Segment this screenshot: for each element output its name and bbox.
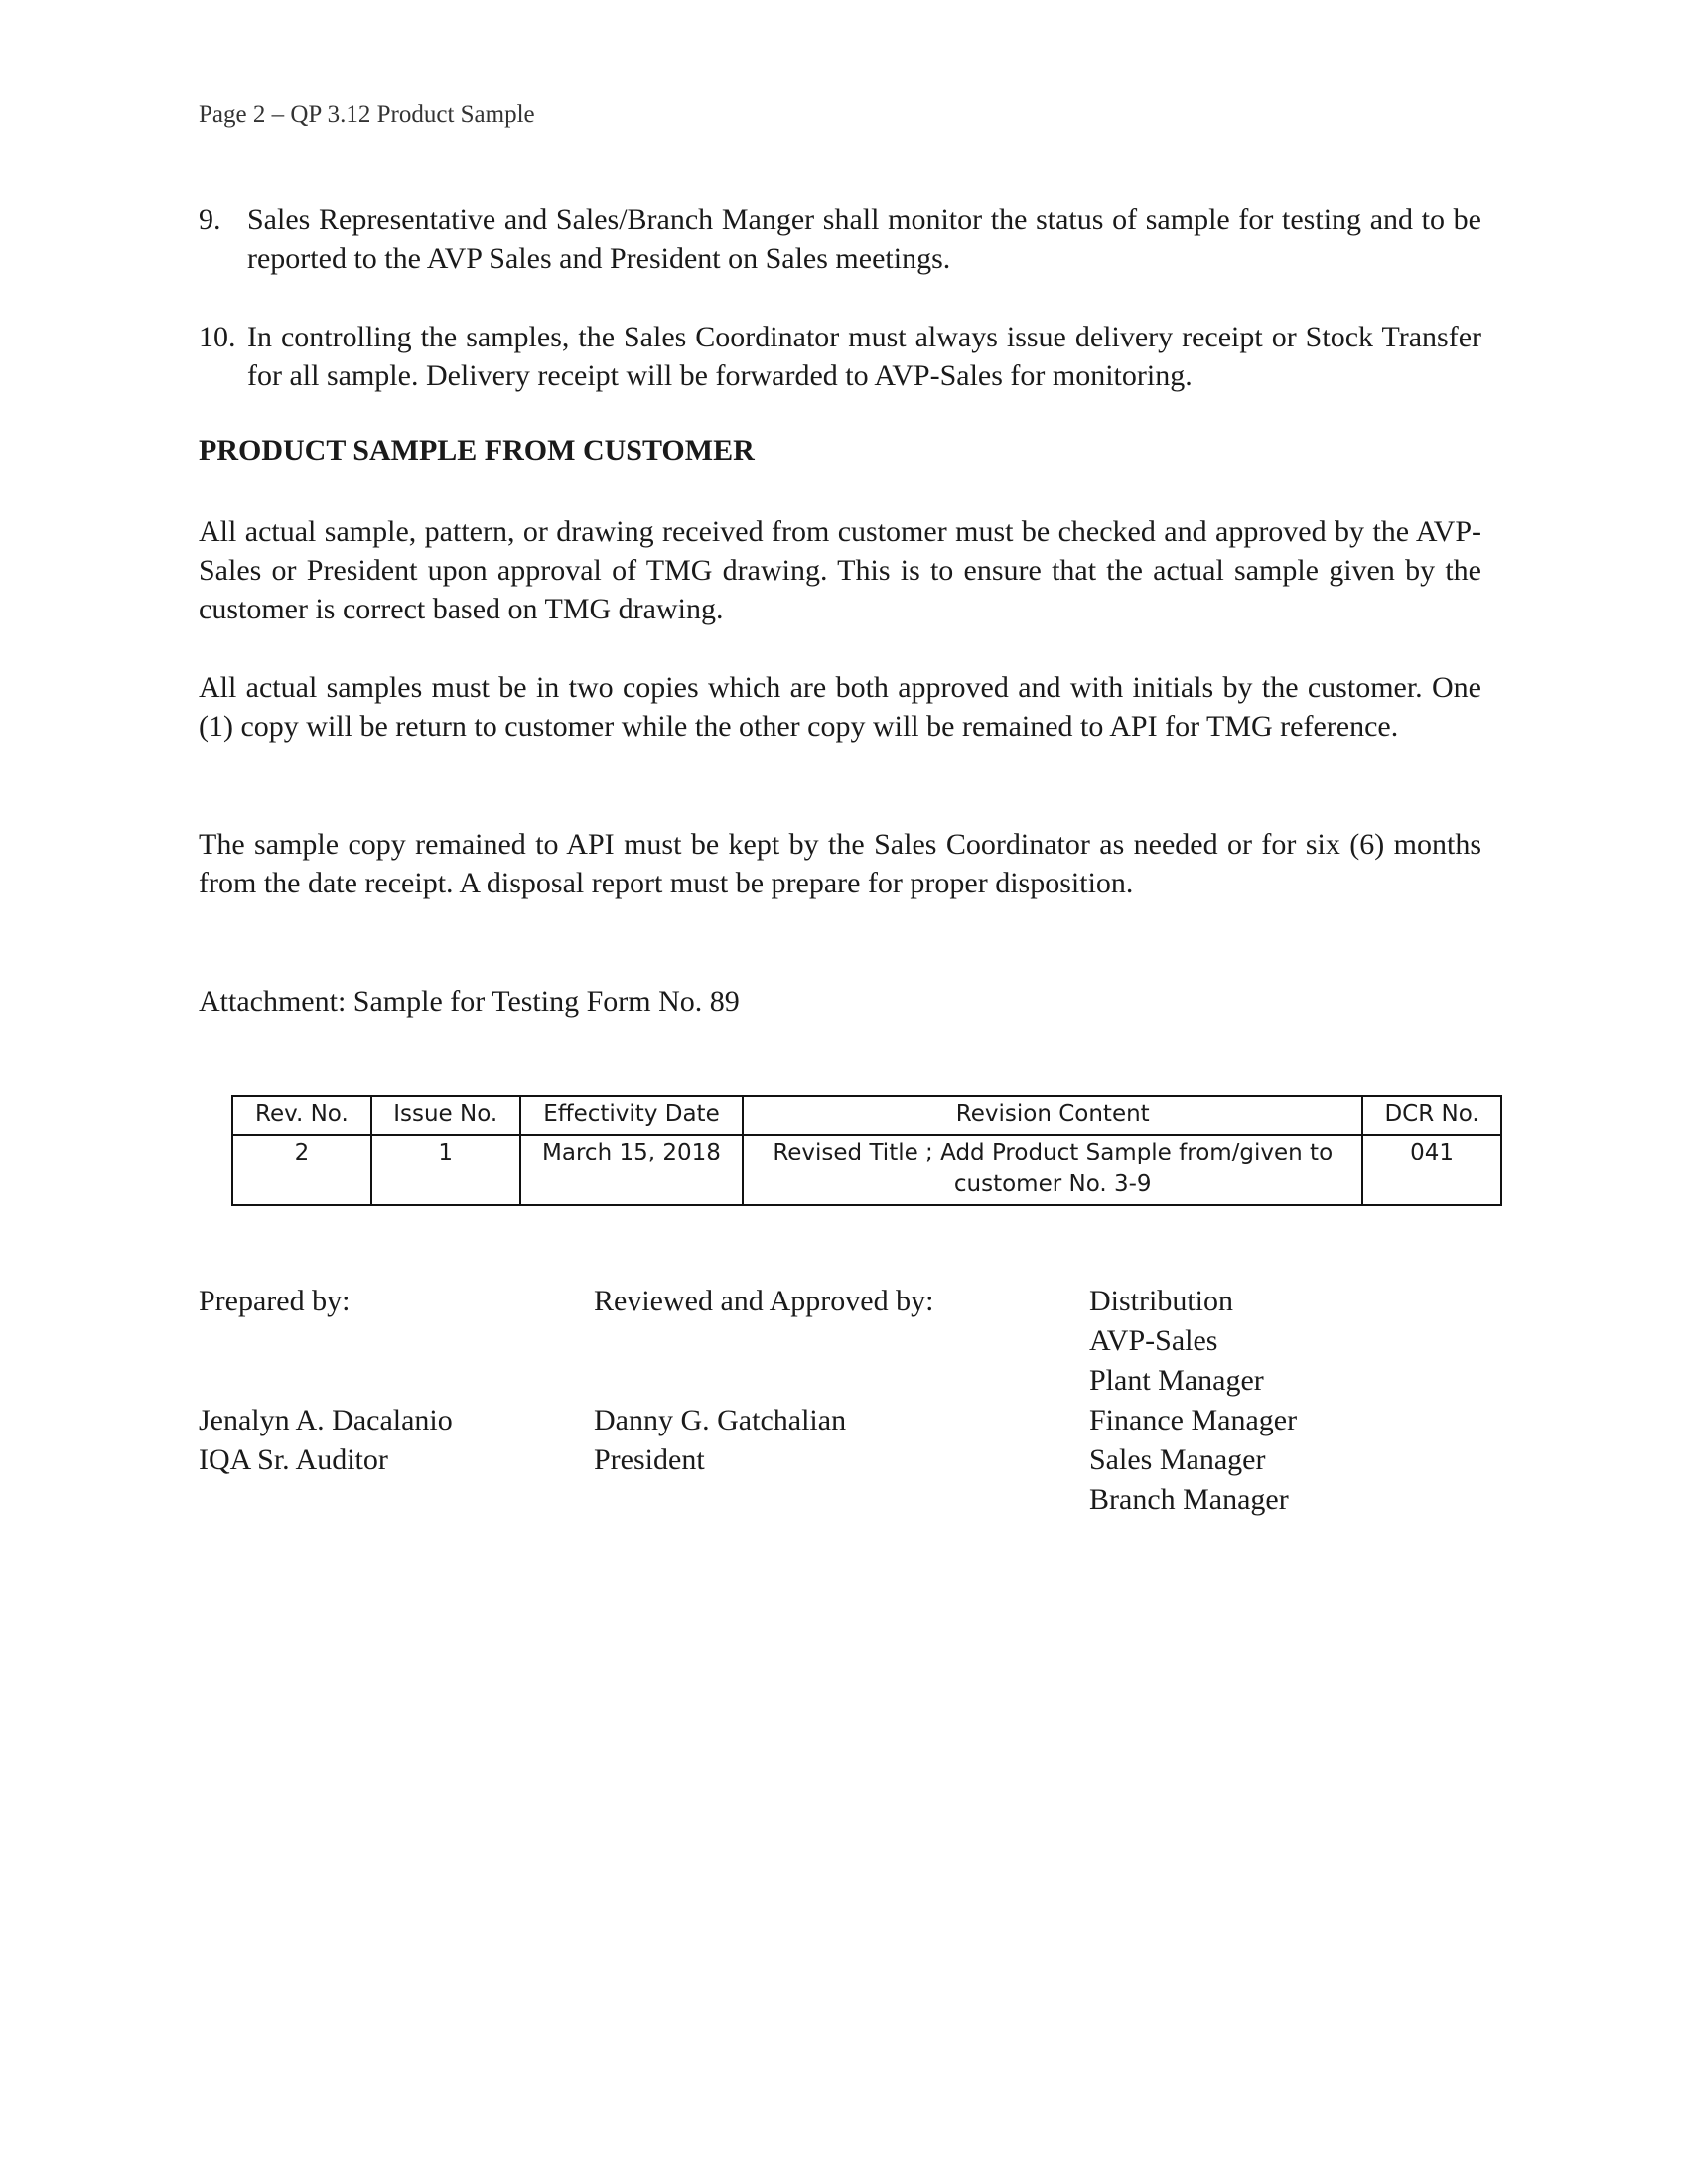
- list-item-9: [199, 201, 1481, 278]
- distribution-item: Finance Manager: [1089, 1404, 1298, 1436]
- list-number: 9.: [199, 204, 221, 236]
- reviewed-by-block: [594, 1282, 933, 1480]
- distribution-item: AVP-Sales: [1089, 1324, 1218, 1357]
- header-rev-no: Rev. No.: [232, 1096, 371, 1135]
- header-effectivity-date: Effectivity Date: [520, 1096, 744, 1135]
- reviewer-name: Danny G. Gatchalian: [594, 1404, 847, 1436]
- header-revision-content: Revision Content: [743, 1096, 1362, 1135]
- cell-rev-no: 2: [232, 1135, 371, 1205]
- list-text: Sales Representative and Sales/Branch Manger shall monitor the status of sample for testing and to be reported to the AVP Sales and President on Sales meetings.: [247, 204, 1481, 275]
- paragraph-2: All actual samples must be in two copies which are both approved and with initials by the customer. One (1) copy will be return to customer while the other copy will be remained to API for TMG reference.: [199, 671, 1481, 743]
- list-text: In controlling the samples, the Sales Coordinator must always issue delivery receipt or Stock Transfer for all sample. Delivery receipt will be forwarded to AVP-Sales for monitoring.: [247, 321, 1481, 392]
- prepared-by-label: Prepared by:: [199, 1285, 351, 1317]
- paragraph-3: The sample copy remained to API must be kept by the Sales Coordinator as needed or for six (6) months from the date receipt. A disposal report must be prepare for proper disposition.: [199, 828, 1481, 899]
- section-heading: PRODUCT SAMPLE FROM CUSTOMER: [199, 434, 755, 467]
- table-header-row: [232, 1096, 1501, 1135]
- cell-revision-content: Revised Title ; Add Product Sample from/given to customer No. 3-9: [743, 1135, 1362, 1205]
- reviewer-title: President: [594, 1443, 705, 1476]
- cell-dcr-no: 041: [1362, 1135, 1501, 1205]
- cell-effectivity-date: March 15, 2018: [520, 1135, 744, 1205]
- preparer-title: IQA Sr. Auditor: [199, 1443, 388, 1476]
- revision-table: [231, 1095, 1502, 1206]
- distribution-block: [1089, 1282, 1297, 1520]
- header-issue-no: Issue No.: [371, 1096, 520, 1135]
- cell-issue-no: 1: [371, 1135, 520, 1205]
- preparer-name: Jenalyn A. Dacalanio: [199, 1404, 453, 1436]
- list-number: 10.: [199, 321, 236, 353]
- header-dcr-no: DCR No.: [1362, 1096, 1501, 1135]
- attachment-note: Attachment: Sample for Testing Form No. 89: [199, 985, 740, 1018]
- distribution-item: Plant Manager: [1089, 1364, 1264, 1397]
- distribution-item: Sales Manager: [1089, 1443, 1266, 1476]
- paragraph-1: All actual sample, pattern, or drawing received from customer must be checked and approved by the AVP-Sales or President upon approval of TMG drawing. This is to ensure that the actual sample given by the customer is correct based on TMG drawing.: [199, 515, 1481, 625]
- distribution-item: Branch Manager: [1089, 1483, 1289, 1516]
- prepared-by-block: [199, 1282, 453, 1480]
- list-item-10: [199, 318, 1481, 395]
- reviewed-by-label: Reviewed and Approved by:: [594, 1285, 934, 1317]
- distribution-label: Distribution: [1089, 1285, 1234, 1317]
- table-row: [232, 1135, 1501, 1205]
- page-header: Page 2 – QP 3.12 Product Sample: [199, 101, 535, 128]
